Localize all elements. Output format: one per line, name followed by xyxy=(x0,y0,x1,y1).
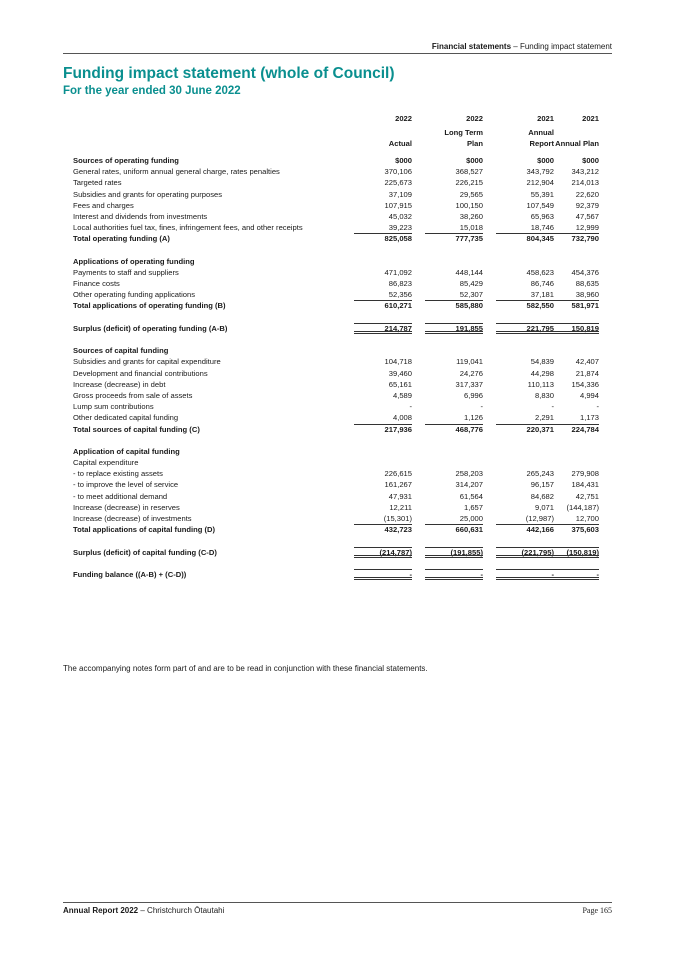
row-value: 84,682 xyxy=(530,491,554,501)
row-value: 52,307 xyxy=(459,290,483,300)
row-value: - xyxy=(551,569,554,579)
table-row xyxy=(73,323,607,334)
row-value: - xyxy=(596,402,599,412)
row-value: 21,874 xyxy=(575,368,599,378)
row-value: 825,058 xyxy=(384,234,412,244)
row-value: 42,407 xyxy=(575,357,599,367)
row-value: 468,776 xyxy=(455,424,483,434)
row-label: Application of capital funding xyxy=(73,446,180,456)
column-description: Long Term Plan xyxy=(444,128,483,148)
row-value: 42,751 xyxy=(575,491,599,501)
row-value: 24,276 xyxy=(459,368,483,378)
table-row xyxy=(73,390,607,401)
row-value: 220,371 xyxy=(526,424,554,434)
row-value: 161,267 xyxy=(384,480,412,490)
table-row xyxy=(73,491,607,502)
row-label: Funding balance ((A-B) + (C-D)) xyxy=(73,569,187,579)
footnote: The accompanying notes form part of and are to be read in conjunction with these financial statements. xyxy=(63,664,428,673)
row-value: 9,071 xyxy=(534,502,554,512)
row-value: 1,173 xyxy=(579,413,599,423)
row-value: 107,549 xyxy=(526,200,554,210)
row-value: (214,787) xyxy=(379,547,412,557)
row-label: Development and financial contributions xyxy=(73,368,208,378)
row-label: Fees and charges xyxy=(73,200,134,210)
row-value: 110,113 xyxy=(527,379,554,389)
row-value: 86,746 xyxy=(530,279,554,289)
row-label: Targeted rates xyxy=(73,178,122,188)
total-rule xyxy=(425,233,483,234)
row-value: 55,391 xyxy=(530,189,554,199)
row-value: 119,041 xyxy=(456,357,483,367)
row-value: 448,144 xyxy=(455,267,483,277)
row-value: 343,792 xyxy=(526,167,554,177)
footer-organisation: – Christchurch Ōtautahi xyxy=(138,906,225,915)
row-spacer xyxy=(73,535,607,546)
row-value: 732,790 xyxy=(571,234,599,244)
total-rule xyxy=(425,547,483,548)
row-value: 15,018 xyxy=(459,223,483,233)
table-row xyxy=(73,356,607,367)
total-rule xyxy=(541,300,599,301)
row-label: Subsidies and grants for capital expenditure xyxy=(73,357,221,367)
row-value: 804,345 xyxy=(526,234,554,244)
table-row xyxy=(73,479,607,490)
row-label: Subsidies and grants for operating purposes xyxy=(73,189,223,199)
page-subtitle: For the year ended 30 June 2022 xyxy=(63,85,241,97)
row-value: 226,215 xyxy=(455,178,483,188)
row-value: 4,589 xyxy=(392,390,412,400)
row-label: Total applications of capital funding (D) xyxy=(73,525,216,535)
table-row xyxy=(73,569,607,580)
double-rule xyxy=(354,555,412,558)
row-value: 61,564 xyxy=(459,491,483,501)
total-rule xyxy=(354,569,412,570)
total-rule xyxy=(354,524,412,525)
row-spacer xyxy=(73,334,607,345)
table-row xyxy=(73,547,607,558)
table-row xyxy=(73,379,607,390)
row-value: 471,092 xyxy=(384,267,412,277)
table-row xyxy=(73,211,607,222)
total-rule xyxy=(541,569,599,570)
row-label: Lump sum contributions xyxy=(73,402,154,412)
row-label: Total sources of capital funding (C) xyxy=(73,424,200,434)
total-rule xyxy=(541,323,599,324)
row-value: 96,157 xyxy=(530,480,554,490)
row-value: - xyxy=(596,569,599,579)
row-value: 25,000 xyxy=(459,514,483,523)
table-row xyxy=(73,233,607,244)
row-label: Payments to staff and suppliers xyxy=(73,267,179,277)
table-row xyxy=(73,289,607,300)
table-row xyxy=(73,189,607,200)
row-value: (144,187) xyxy=(566,502,599,512)
row-label: Other operating funding applications xyxy=(73,290,196,300)
table-row xyxy=(73,155,607,166)
row-value: 22,620 xyxy=(575,189,599,199)
table-row xyxy=(73,468,607,479)
row-label: Interest and dividends from investments xyxy=(73,211,208,221)
table-row xyxy=(73,412,607,423)
row-label: Local authorities fuel tax, fines, infringement fees, and other receipts xyxy=(73,223,303,233)
double-rule xyxy=(425,555,483,558)
row-value: 375,603 xyxy=(571,525,599,535)
row-value: 12,211 xyxy=(389,502,412,512)
column-year: 2021 xyxy=(582,114,599,123)
row-value: (221,795) xyxy=(521,547,554,557)
row-value: 581,971 xyxy=(571,301,599,311)
row-value: $000 xyxy=(466,156,483,165)
row-value: (191,855) xyxy=(450,547,483,557)
double-rule xyxy=(425,577,483,580)
row-value: 777,735 xyxy=(455,234,483,244)
row-label: General rates, uniform annual general charge, rates penalties xyxy=(73,167,280,177)
row-value: 39,223 xyxy=(388,223,412,233)
total-rule xyxy=(354,233,412,234)
footer-publication xyxy=(63,906,224,915)
row-value: 104,718 xyxy=(384,357,412,367)
row-value: 432,723 xyxy=(384,525,412,535)
row-value: 100,150 xyxy=(455,200,483,210)
row-value: - xyxy=(409,402,412,412)
row-label: - to replace existing assets xyxy=(73,469,163,479)
total-rule xyxy=(541,547,599,548)
row-value: 2,291 xyxy=(534,413,554,423)
row-value: 44,298 xyxy=(530,368,554,378)
row-value: 458,623 xyxy=(526,267,554,277)
row-value: 225,673 xyxy=(384,178,412,188)
row-value: 37,181 xyxy=(530,290,554,300)
total-rule xyxy=(541,233,599,234)
table-row xyxy=(73,401,607,412)
row-label: Total operating funding (A) xyxy=(73,234,170,244)
page-title: Funding impact statement (whole of Council) xyxy=(63,65,395,82)
row-value: 38,260 xyxy=(459,211,483,221)
row-value: 107,915 xyxy=(384,200,412,210)
row-label: Sources of operating funding xyxy=(73,156,179,165)
row-value: 38,960 xyxy=(575,290,599,300)
table-row xyxy=(73,200,607,211)
row-value: 585,880 xyxy=(455,301,483,311)
row-value: 660,631 xyxy=(455,525,483,535)
row-spacer xyxy=(73,312,607,323)
row-label: Increase (decrease) in reserves xyxy=(73,502,180,512)
table-row xyxy=(73,524,607,535)
row-value: 12,999 xyxy=(575,223,599,233)
table-row xyxy=(73,256,607,267)
row-value: 454,376 xyxy=(571,267,599,277)
row-value: - xyxy=(551,402,554,412)
row-value: 86,823 xyxy=(388,279,412,289)
column-year: 2022 xyxy=(395,114,412,123)
row-value: 150,819 xyxy=(571,323,599,333)
row-value: 45,032 xyxy=(388,211,412,221)
row-label: Surplus (deficit) of capital funding (C-D) xyxy=(73,547,217,557)
column-year: 2021 xyxy=(537,114,554,123)
row-value: $000 xyxy=(395,156,412,165)
row-value: $000 xyxy=(582,156,599,165)
row-value: 258,203 xyxy=(455,469,483,479)
row-value: 88,635 xyxy=(575,279,599,289)
row-value: $000 xyxy=(537,156,554,165)
double-rule xyxy=(354,331,412,334)
row-value: 8,830 xyxy=(534,390,554,400)
row-value: 442,166 xyxy=(526,525,554,535)
row-label: Surplus (deficit) of operating funding (A-B) xyxy=(73,323,228,333)
row-value: 47,567 xyxy=(575,211,599,221)
table-row xyxy=(73,368,607,379)
row-label: Total applications of operating funding (B) xyxy=(73,301,226,311)
row-label: Other dedicated capital funding xyxy=(73,413,179,423)
row-value: - xyxy=(409,569,412,579)
row-value: 29,565 xyxy=(459,189,483,199)
row-value: 39,460 xyxy=(388,368,412,378)
row-value: 582,550 xyxy=(526,301,554,311)
column-year: 2022 xyxy=(466,114,483,123)
row-value: 214,013 xyxy=(571,178,599,188)
row-value: 54,839 xyxy=(530,357,554,367)
row-value: 226,615 xyxy=(384,469,412,479)
running-header-subsection: – Funding impact statement xyxy=(511,42,612,51)
table-body xyxy=(73,155,607,580)
running-header-section: Financial statements xyxy=(431,42,512,51)
total-rule xyxy=(354,300,412,301)
row-value: 317,337 xyxy=(455,379,483,389)
row-value: 4,994 xyxy=(579,390,599,400)
double-rule xyxy=(541,577,599,580)
row-label: Applications of operating funding xyxy=(73,256,195,266)
row-value: 279,908 xyxy=(571,469,599,479)
page-number: Page 165 xyxy=(582,906,612,915)
row-value: 217,936 xyxy=(384,424,412,434)
row-value: 92,379 xyxy=(575,200,599,210)
row-value: 265,243 xyxy=(526,469,554,479)
row-value: 37,109 xyxy=(388,189,412,199)
total-rule xyxy=(354,547,412,548)
double-rule xyxy=(541,331,599,334)
table-row xyxy=(73,457,607,468)
row-label: Capital expenditure xyxy=(73,458,139,468)
column-description: Annual Report xyxy=(528,128,554,148)
row-value: 4,008 xyxy=(392,413,412,423)
row-value: 224,784 xyxy=(571,424,599,434)
row-value: (15,301) xyxy=(383,514,412,523)
table-row xyxy=(73,166,607,177)
row-value: 212,904 xyxy=(526,178,554,188)
double-rule xyxy=(425,331,483,334)
row-value: 343,212 xyxy=(571,167,599,177)
table-row xyxy=(73,513,607,524)
funding-impact-table xyxy=(73,113,607,580)
row-value: 214,787 xyxy=(384,323,412,333)
row-value: 12,700 xyxy=(575,514,599,523)
row-label: Sources of capital funding xyxy=(73,346,169,356)
table-row xyxy=(73,267,607,278)
footer-rule xyxy=(63,902,612,903)
row-value: (12,987) xyxy=(525,514,554,523)
total-rule xyxy=(425,424,483,425)
row-value: 52,356 xyxy=(388,290,412,300)
row-label: - to improve the level of service xyxy=(73,480,179,490)
column-description: Actual xyxy=(388,139,412,148)
row-value: 314,207 xyxy=(455,480,483,490)
row-value: 47,931 xyxy=(388,491,412,501)
total-rule xyxy=(354,323,412,324)
table-row xyxy=(73,446,607,457)
row-value: 370,106 xyxy=(384,167,412,177)
row-value: 368,527 xyxy=(455,167,483,177)
row-value: 65,161 xyxy=(388,379,412,389)
row-value: 184,431 xyxy=(571,480,599,490)
total-rule xyxy=(541,424,599,425)
total-rule xyxy=(425,524,483,525)
row-label: Finance costs xyxy=(73,279,120,289)
header-rule xyxy=(63,53,612,54)
row-value: - xyxy=(480,402,483,412)
total-rule xyxy=(425,300,483,301)
row-spacer xyxy=(73,435,607,446)
total-rule xyxy=(354,424,412,425)
row-value: 191,855 xyxy=(455,323,483,333)
table-row xyxy=(73,345,607,356)
double-rule xyxy=(541,555,599,558)
table-row xyxy=(73,222,607,233)
row-value: 154,336 xyxy=(571,379,599,389)
column-headers xyxy=(73,113,607,155)
row-value: - xyxy=(480,569,483,579)
double-rule xyxy=(354,577,412,580)
column-description: Annual Plan xyxy=(555,139,599,148)
footer-report-name: Annual Report 2022 xyxy=(63,906,139,915)
table-row xyxy=(73,502,607,513)
table-row xyxy=(73,300,607,311)
table-row xyxy=(73,424,607,435)
table-row xyxy=(73,278,607,289)
row-label: Gross proceeds from sale of assets xyxy=(73,390,193,400)
total-rule xyxy=(425,323,483,324)
row-spacer xyxy=(73,558,607,569)
row-value: 610,271 xyxy=(384,301,412,311)
row-label: Increase (decrease) in debt xyxy=(73,379,166,389)
row-value: 85,429 xyxy=(459,279,483,289)
row-label: - to meet additional demand xyxy=(73,491,168,501)
running-header xyxy=(432,42,612,51)
row-spacer xyxy=(73,245,607,256)
row-value: (150,819) xyxy=(566,547,599,557)
table-row xyxy=(73,177,607,188)
total-rule xyxy=(541,524,599,525)
row-value: 65,963 xyxy=(530,211,554,221)
row-value: 18,746 xyxy=(530,223,554,233)
row-label: Increase (decrease) of investments xyxy=(73,514,192,523)
row-value: 1,126 xyxy=(463,413,483,423)
row-value: 221,795 xyxy=(526,323,554,333)
total-rule xyxy=(425,569,483,570)
row-value: 1,657 xyxy=(463,502,483,512)
row-value: 6,996 xyxy=(463,390,483,400)
